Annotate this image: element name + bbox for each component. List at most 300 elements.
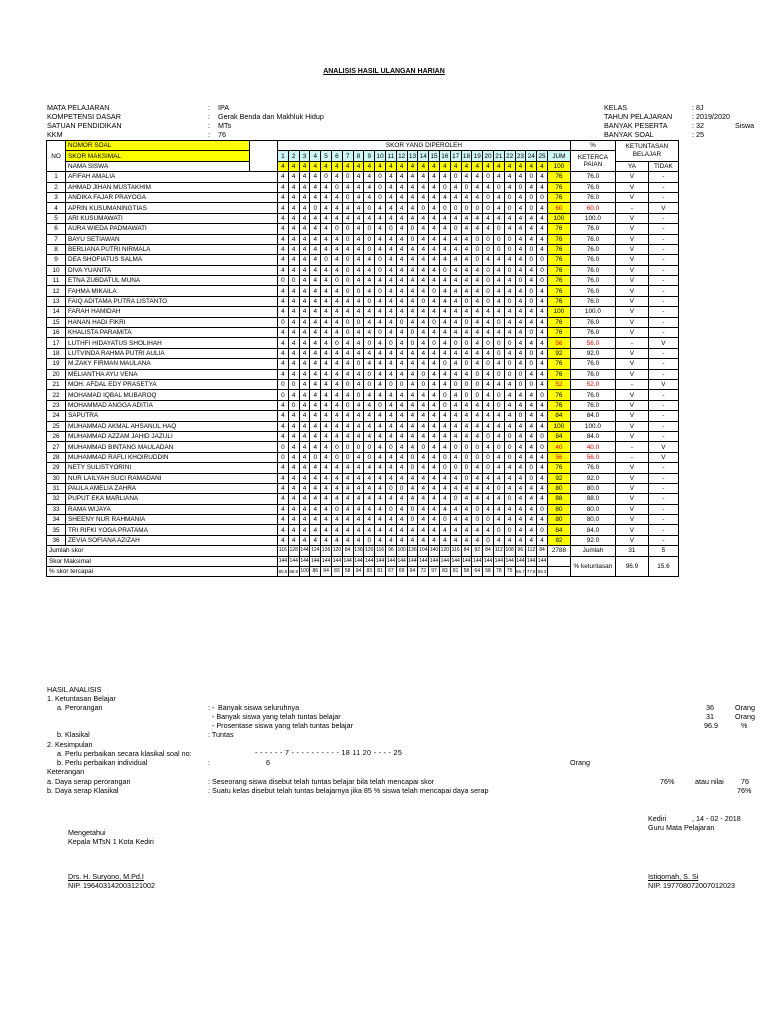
- table-row: [47, 338, 679, 348]
- score-cell: 4: [288, 535, 299, 545]
- score-cell: 4: [331, 213, 342, 223]
- score-cell: 4: [278, 431, 289, 441]
- table-row: [47, 255, 679, 265]
- ketuntasan-ya: -: [615, 203, 648, 213]
- ketuntasan-ya: V: [615, 400, 648, 410]
- table-row: [47, 483, 679, 493]
- score-cell: 4: [537, 421, 548, 431]
- score-cell: 4: [396, 525, 407, 535]
- student-name: LUTHFI HIDAYATUS SHOLIHAH: [66, 338, 278, 348]
- score-cell: 4: [515, 400, 526, 410]
- score-cell: 0: [526, 296, 537, 306]
- score-cell: 0: [504, 525, 515, 535]
- ketuntasan-tidak: V: [648, 203, 678, 213]
- score-cell: 0: [429, 338, 440, 348]
- jumlah-value: 116: [375, 546, 386, 556]
- score-cell: 4: [342, 431, 353, 441]
- score-cell: 4: [515, 473, 526, 483]
- table-row: [47, 431, 679, 441]
- table-row: [47, 411, 679, 421]
- score-cell: 4: [450, 213, 461, 223]
- score-cell: 0: [375, 400, 386, 410]
- score-cell: 4: [526, 411, 537, 421]
- ketuntasan-tidak: -: [648, 494, 678, 504]
- question-number: 11: [385, 151, 396, 161]
- skor-max-value: 144: [439, 556, 450, 566]
- score-cell: 4: [493, 421, 504, 431]
- score-cell: 4: [418, 390, 429, 400]
- score-cell: 4: [278, 203, 289, 213]
- score-cell: 4: [299, 421, 310, 431]
- score-cell: 4: [278, 213, 289, 223]
- score-cell: 4: [375, 483, 386, 493]
- score-cell: 4: [299, 369, 310, 379]
- analysis-table: [46, 140, 679, 577]
- score-cell: 4: [385, 203, 396, 213]
- score-cell: 0: [537, 504, 548, 514]
- max-score: 4: [493, 161, 504, 171]
- score-cell: 4: [396, 348, 407, 358]
- score-cell: 4: [278, 411, 289, 421]
- question-number: 19: [473, 152, 481, 160]
- student-no: 1: [47, 172, 66, 182]
- score-cell: 4: [493, 463, 504, 473]
- question-number: 14: [419, 152, 427, 160]
- score-cell: 4: [364, 515, 375, 525]
- score-cell: 4: [299, 494, 310, 504]
- student-no: 6: [47, 224, 66, 234]
- score-cell: 4: [407, 296, 418, 306]
- score-cell: 4: [504, 172, 515, 182]
- score-cell: 4: [299, 348, 310, 358]
- score-cell: 4: [299, 224, 310, 234]
- score-cell: 4: [537, 213, 548, 223]
- score-cell: 4: [472, 307, 483, 317]
- score-cell: 4: [375, 203, 386, 213]
- score-cell: 4: [450, 452, 461, 462]
- perorangan-val1: 36: [706, 703, 714, 712]
- ketuntasan-tidak: -: [648, 411, 678, 421]
- score-cell: 4: [321, 328, 332, 338]
- score-cell: 4: [310, 296, 321, 306]
- score-cell: 4: [396, 400, 407, 410]
- score-cell: 4: [526, 234, 537, 244]
- score-cell: 4: [493, 213, 504, 223]
- score-cell: 0: [537, 265, 548, 275]
- score-cell: 0: [450, 379, 461, 389]
- student-total: 76: [547, 265, 570, 275]
- score-cell: 4: [299, 390, 310, 400]
- student-total: 40: [547, 442, 570, 452]
- pct-value: 58.3: [537, 567, 548, 577]
- score-cell: 0: [364, 369, 375, 379]
- score-cell: 4: [526, 431, 537, 441]
- score-cell: 0: [342, 255, 353, 265]
- score-cell: 4: [396, 390, 407, 400]
- score-cell: 4: [331, 244, 342, 254]
- score-cell: 0: [472, 255, 483, 265]
- score-cell: 4: [331, 255, 342, 265]
- score-cell: 4: [504, 390, 515, 400]
- score-cell: 4: [526, 369, 537, 379]
- score-cell: 4: [429, 525, 440, 535]
- student-percent: 76.0: [570, 172, 615, 182]
- score-cell: 0: [342, 192, 353, 202]
- ketuntasan-tidak: -: [648, 307, 678, 317]
- score-cell: 4: [299, 400, 310, 410]
- info-colon: :: [208, 112, 210, 121]
- score-cell: 4: [418, 535, 429, 545]
- score-cell: 4: [353, 276, 364, 286]
- score-cell: 4: [472, 535, 483, 545]
- score-cell: 4: [407, 421, 418, 431]
- ketuntasan-tidak: -: [648, 244, 678, 254]
- score-cell: 4: [461, 504, 472, 514]
- score-cell: 4: [278, 172, 289, 182]
- table-row: [47, 276, 679, 286]
- max-score: 4: [353, 161, 364, 171]
- score-cell: 4: [515, 348, 526, 358]
- ketuntasan-ya: V: [615, 182, 648, 192]
- score-cell: 0: [472, 379, 483, 389]
- ketuntasan-tidak: -: [648, 463, 678, 473]
- score-cell: 4: [310, 400, 321, 410]
- head-title-1: Mengetahui: [68, 828, 106, 837]
- score-cell: 4: [385, 234, 396, 244]
- score-cell: 4: [310, 463, 321, 473]
- score-cell: 4: [396, 172, 407, 182]
- score-cell: 4: [288, 494, 299, 504]
- score-cell: 4: [288, 452, 299, 462]
- score-cell: 0: [342, 224, 353, 234]
- score-cell: 4: [418, 504, 429, 514]
- score-cell: 4: [461, 244, 472, 254]
- student-name: DIVA YUANITA: [66, 265, 278, 275]
- score-cell: 4: [450, 411, 461, 421]
- student-no: 5: [47, 213, 66, 223]
- score-cell: 4: [418, 473, 429, 483]
- max-total: 100: [547, 161, 570, 171]
- score-cell: 0: [493, 348, 504, 358]
- score-cell: 4: [515, 296, 526, 306]
- score-cell: 4: [526, 265, 537, 275]
- pct-header: %: [570, 141, 615, 151]
- score-cell: 4: [278, 421, 289, 431]
- score-cell: 4: [429, 535, 440, 545]
- score-cell: 4: [331, 473, 342, 483]
- score-cell: 4: [504, 463, 515, 473]
- score-cell: 4: [364, 348, 375, 358]
- score-cell: 4: [342, 307, 353, 317]
- score-cell: 4: [310, 338, 321, 348]
- score-cell: 4: [493, 504, 504, 514]
- ketuntasan-tidak: -: [648, 504, 678, 514]
- score-cell: 4: [299, 431, 310, 441]
- table-row: [47, 234, 679, 244]
- score-cell: 4: [461, 307, 472, 317]
- score-cell: 4: [429, 348, 440, 358]
- score-cell: 4: [396, 535, 407, 545]
- score-cell: 4: [321, 431, 332, 441]
- score-cell: 4: [439, 276, 450, 286]
- score-cell: 4: [439, 411, 450, 421]
- score-cell: 0: [461, 442, 472, 452]
- score-cell: 4: [537, 473, 548, 483]
- skor-max-label: Skor Maksimal: [47, 556, 278, 566]
- score-cell: 4: [288, 421, 299, 431]
- score-cell: 0: [439, 390, 450, 400]
- header-diagonal: [250, 141, 278, 172]
- score-cell: 0: [526, 359, 537, 369]
- ketuntasan-tidak: -: [648, 234, 678, 244]
- student-percent: 76.0: [570, 463, 615, 473]
- score-cell: 4: [278, 286, 289, 296]
- score-cell: 4: [526, 452, 537, 462]
- score-cell: 4: [439, 442, 450, 452]
- student-percent: 92.0: [570, 473, 615, 483]
- score-cell: 4: [310, 224, 321, 234]
- score-cell: 4: [364, 421, 375, 431]
- score-cell: 4: [537, 400, 548, 410]
- student-no: 23: [47, 400, 66, 410]
- score-cell: 4: [483, 213, 494, 223]
- score-cell: 0: [375, 286, 386, 296]
- pct-value: 86: [310, 567, 321, 577]
- jumlah-value: 128: [288, 546, 299, 556]
- info-label: KELAS: [604, 103, 628, 112]
- score-cell: 4: [407, 203, 418, 213]
- score-cell: 4: [321, 515, 332, 525]
- score-cell: 4: [310, 348, 321, 358]
- table-row: [47, 452, 679, 462]
- score-cell: 4: [450, 473, 461, 483]
- score-cell: 0: [450, 172, 461, 182]
- score-cell: 4: [364, 182, 375, 192]
- score-cell: 4: [439, 369, 450, 379]
- score-cell: 4: [418, 182, 429, 192]
- score-cell: 0: [504, 265, 515, 275]
- table-row: [47, 369, 679, 379]
- score-cell: 0: [483, 172, 494, 182]
- question-number: 7: [342, 151, 353, 161]
- info-colon: :: [208, 103, 210, 112]
- score-cell: 4: [537, 182, 548, 192]
- skor-maksimal-label: SKOR MAKSIMAL: [66, 151, 250, 161]
- score-cell: 4: [299, 203, 310, 213]
- table-row: [47, 213, 679, 223]
- score-cell: 0: [407, 515, 418, 525]
- score-cell: 4: [483, 421, 494, 431]
- max-score: 4: [515, 161, 526, 171]
- score-cell: 0: [439, 182, 450, 192]
- ketuntasan-tidak: -: [648, 296, 678, 306]
- score-cell: 4: [385, 328, 396, 338]
- score-cell: 4: [385, 213, 396, 223]
- max-score: 4: [342, 161, 353, 171]
- ketuntasan-ya: V: [615, 504, 648, 514]
- score-cell: 4: [418, 286, 429, 296]
- score-cell: 4: [331, 286, 342, 296]
- question-number: 24: [527, 152, 535, 160]
- ketuntasan-tidak: -: [648, 317, 678, 327]
- max-score: 4: [537, 161, 548, 171]
- score-cell: 4: [407, 276, 418, 286]
- student-name: HANAN HADI FIKRI: [66, 317, 278, 327]
- no-header: NO: [47, 141, 66, 172]
- score-cell: 4: [515, 421, 526, 431]
- score-cell: 4: [288, 244, 299, 254]
- student-no: 32: [47, 494, 66, 504]
- score-cell: 0: [353, 442, 364, 452]
- score-cell: 4: [288, 359, 299, 369]
- pct-value: 83: [364, 567, 375, 577]
- score-cell: 4: [429, 463, 440, 473]
- student-name: LUTVINDA RAHMA PUTRI AULIA: [66, 348, 278, 358]
- skor-max-value: 144: [537, 556, 548, 566]
- score-cell: 4: [396, 182, 407, 192]
- score-cell: 0: [526, 328, 537, 338]
- score-cell: 0: [483, 192, 494, 202]
- max-score: 4: [364, 161, 375, 171]
- daya-serap-nilai-label: atau nilai: [695, 777, 724, 786]
- score-cell: 4: [483, 255, 494, 265]
- score-cell: 4: [429, 255, 440, 265]
- score-cell: 0: [407, 463, 418, 473]
- score-cell: 0: [450, 224, 461, 234]
- score-cell: 4: [515, 317, 526, 327]
- score-cell: 4: [472, 411, 483, 421]
- student-percent: 76.0: [570, 192, 615, 202]
- jumlah-value: 136: [407, 546, 418, 556]
- table-row: [47, 224, 679, 234]
- score-cell: 4: [429, 182, 440, 192]
- student-percent: 84.0: [570, 411, 615, 421]
- score-cell: 4: [385, 411, 396, 421]
- score-cell: 4: [288, 328, 299, 338]
- score-cell: 0: [288, 276, 299, 286]
- student-name: ARI KUSUMAWATI: [66, 213, 278, 223]
- max-score: 4: [299, 161, 310, 171]
- ketuntasan-ya: V: [615, 224, 648, 234]
- score-cell: 4: [375, 317, 386, 327]
- score-cell: 0: [515, 379, 526, 389]
- score-cell: 4: [515, 452, 526, 462]
- ketercapaian-header: KETERCA PAIAN: [570, 151, 615, 172]
- score-cell: 4: [342, 348, 353, 358]
- score-cell: 4: [504, 473, 515, 483]
- score-cell: 4: [364, 328, 375, 338]
- score-cell: 4: [407, 431, 418, 441]
- score-cell: 4: [407, 411, 418, 421]
- score-cell: 4: [483, 307, 494, 317]
- table-row: [47, 151, 679, 161]
- score-cell: 0: [364, 452, 375, 462]
- score-cell: 4: [353, 504, 364, 514]
- score-cell: 4: [515, 286, 526, 296]
- score-cell: 4: [364, 265, 375, 275]
- score-cell: 0: [493, 442, 504, 452]
- ketuntasan-ya: V: [615, 244, 648, 254]
- score-cell: 4: [310, 286, 321, 296]
- score-cell: 4: [310, 182, 321, 192]
- score-cell: 4: [375, 535, 386, 545]
- score-cell: 4: [385, 369, 396, 379]
- skor-max-value: 144: [353, 556, 364, 566]
- score-cell: 4: [504, 411, 515, 421]
- score-cell: 4: [504, 504, 515, 514]
- jumlah-value: 84: [483, 546, 494, 556]
- score-cell: 4: [396, 203, 407, 213]
- table-row: [47, 525, 679, 535]
- score-cell: 4: [331, 265, 342, 275]
- pct-value: 80.6: [278, 567, 289, 577]
- score-cell: 4: [429, 213, 440, 223]
- score-cell: 4: [515, 307, 526, 317]
- score-cell: 0: [483, 515, 494, 525]
- score-cell: 4: [418, 525, 429, 535]
- student-total: 80: [547, 515, 570, 525]
- score-cell: 4: [353, 338, 364, 348]
- ketuntasan-ya: -: [615, 442, 648, 452]
- score-cell: 4: [353, 255, 364, 265]
- score-cell: 0: [364, 234, 375, 244]
- score-cell: 0: [504, 203, 515, 213]
- score-cell: 4: [472, 276, 483, 286]
- score-cell: 4: [439, 172, 450, 182]
- score-cell: 4: [310, 359, 321, 369]
- pct-value: 83: [439, 567, 450, 577]
- score-cell: 4: [375, 421, 386, 431]
- score-cell: 4: [504, 307, 515, 317]
- ketuntasan-tidak: -: [648, 369, 678, 379]
- score-cell: 4: [331, 317, 342, 327]
- score-cell: 4: [364, 276, 375, 286]
- score-cell: 4: [331, 296, 342, 306]
- skor-max-value: 144: [331, 556, 342, 566]
- ketuntasan-tidak: -: [648, 286, 678, 296]
- table-row: [47, 172, 679, 182]
- score-cell: 4: [342, 244, 353, 254]
- score-cell: 0: [493, 234, 504, 244]
- score-cell: 4: [364, 213, 375, 223]
- student-percent: 76.0: [570, 286, 615, 296]
- score-cell: 0: [385, 338, 396, 348]
- max-score: 4: [418, 161, 429, 171]
- score-cell: 4: [418, 431, 429, 441]
- ketuntasan-ya: -: [615, 338, 648, 348]
- keterangan-heading: Keterangan: [47, 767, 85, 776]
- score-cell: 4: [472, 525, 483, 535]
- score-cell: 4: [288, 172, 299, 182]
- score-cell: 4: [396, 307, 407, 317]
- student-name: MUHAMMAD RAFLI KHOIRUDDIN: [66, 452, 278, 462]
- ketuntasan-tidak: -: [648, 483, 678, 493]
- skor-max-value: 144: [515, 556, 526, 566]
- score-cell: 4: [321, 379, 332, 389]
- score-cell: 4: [278, 400, 289, 410]
- score-cell: 4: [418, 328, 429, 338]
- score-cell: 4: [331, 307, 342, 317]
- score-cell: 4: [278, 338, 289, 348]
- score-cell: 4: [331, 411, 342, 421]
- score-cell: 4: [310, 535, 321, 545]
- ketuntasan-ya: V: [615, 483, 648, 493]
- jumlah-value: 84: [342, 546, 353, 556]
- student-name: NETY SULISTYORINI: [66, 463, 278, 473]
- score-cell: 4: [407, 172, 418, 182]
- student-no: 22: [47, 390, 66, 400]
- teacher-title: Guru Mata Pelajaran: [648, 823, 715, 832]
